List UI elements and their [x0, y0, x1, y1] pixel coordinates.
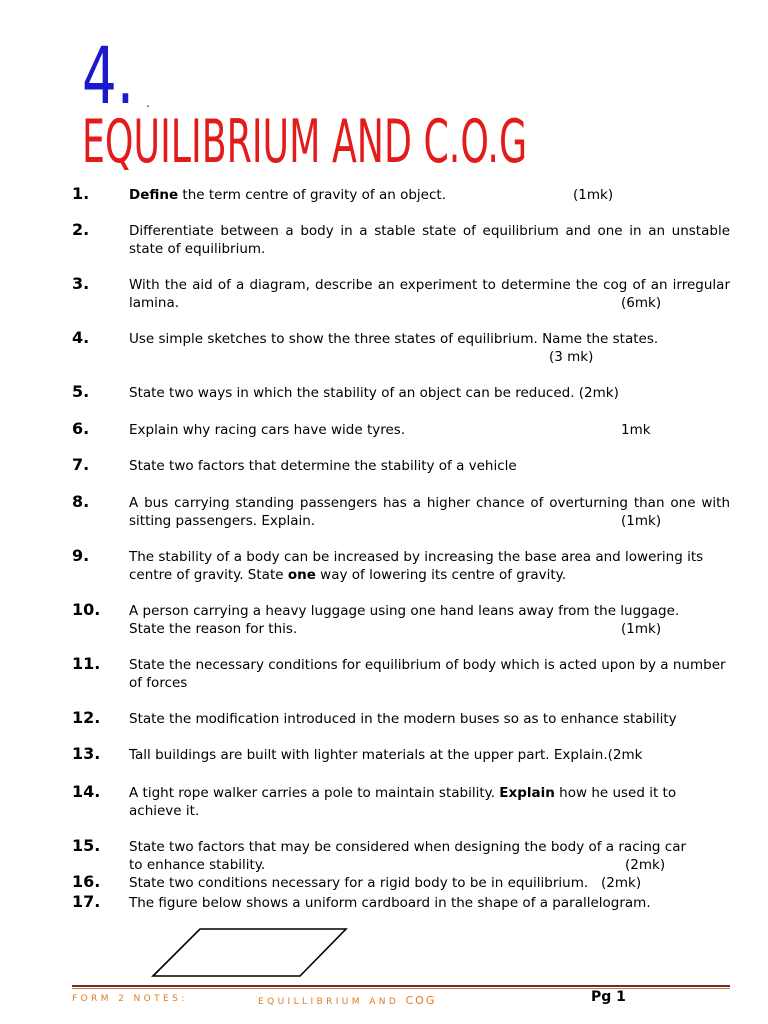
chapter-dot: . — [146, 96, 150, 110]
question-number: 9. — [72, 546, 90, 565]
marks: (3 mk) — [549, 349, 594, 365]
footer-course-label: FORM 2 NOTES: — [72, 994, 188, 1004]
question-number: 11. — [72, 654, 101, 673]
question-text: Differentiate between a body in a stable state of equilibrium and one in an unstable state of equilibrium. — [129, 223, 730, 257]
question-text — [129, 330, 689, 365]
question-number: 12. — [72, 708, 101, 727]
page-title: EQUILIBRIUM AND C.O.G — [82, 107, 528, 177]
marks: (1mk) — [621, 621, 662, 637]
question-body: the term centre of gravity of an object. — [178, 187, 446, 203]
question-body: A tight rope walker carries a pole to maintain stability. — [129, 785, 500, 801]
question-number: 3. — [72, 274, 90, 293]
question-text: State two conditions necessary for a rigid body to be in equilibrium. (2mk) — [129, 875, 642, 891]
question-number: 10. — [72, 600, 101, 619]
question-number: 13. — [72, 744, 101, 763]
question-number: 5. — [72, 382, 90, 401]
parallelogram-shape — [153, 929, 346, 976]
question-body: Use simple sketches to show the three states of equilibrium. Name the states. — [129, 331, 659, 347]
bold-term: one — [287, 567, 316, 583]
question-text: The figure below shows a uniform cardboard in the shape of a parallelogram. — [129, 895, 651, 911]
question-number: 8. — [72, 492, 90, 511]
question-body: State two factors that may be considered when designing the body of a racing car to enhance stability. — [129, 839, 687, 873]
marks: 1mk — [621, 422, 651, 438]
chapter-number: 4. — [82, 32, 135, 122]
question-body: A bus carrying standing passengers has a higher chance of overturning than one with sitting passengers. Explain. — [129, 495, 730, 529]
question-number: 17. — [72, 892, 101, 911]
question-number: 1. — [72, 184, 90, 203]
question-text: Tall buildings are built with lighter materials at the upper part. Explain.(2mk — [129, 747, 643, 763]
question-text — [129, 276, 730, 312]
question-body: A person carrying a heavy luggage using one hand leans away from the luggage. State the reason for this. — [129, 603, 680, 637]
question-body: With the aid of a diagram, describe an experiment to determine the cog of an irregular lamina. — [129, 277, 730, 311]
question-number: 15. — [72, 836, 101, 855]
question-number: 16. — [72, 872, 101, 891]
question-text: State two factors that determine the stability of a vehicle — [129, 458, 517, 474]
marks: (2mk) — [625, 857, 666, 873]
question-number: 4. — [72, 328, 90, 347]
marks: (1mk) — [621, 513, 662, 529]
bold-term: Define — [129, 187, 179, 203]
question-text — [129, 838, 699, 874]
question-text: State the modification introduced in the modern buses so as to enhance stability — [129, 711, 677, 727]
question-body-end: how he used it to achieve it. — [129, 785, 677, 819]
question-text — [129, 421, 730, 439]
question-number: 6. — [72, 419, 90, 438]
question-number: 14. — [72, 782, 101, 801]
question-text — [129, 548, 734, 584]
question-text: State the necessary conditions for equilibrium of body which is acted upon by a number of forces — [129, 657, 726, 691]
question-body: Explain why racing cars have wide tyres. — [129, 422, 406, 438]
question-body: The stability of a body can be increased by increasing the base area and lowering its centre of gravity. State — [129, 549, 704, 583]
footer-topic-cog: COG — [405, 994, 437, 1007]
question-number: 7. — [72, 455, 90, 474]
footer-topic: EQUILLIBRIUM AND — [258, 997, 400, 1007]
question-number: 2. — [72, 220, 90, 239]
question-text: State two ways in which the stability of an object can be reduced. (2mk) — [129, 385, 619, 401]
parallelogram-figure — [150, 927, 350, 979]
bold-term: Explain — [499, 785, 555, 801]
question-body-end: way of lowering its centre of gravity. — [315, 567, 567, 583]
question-text — [129, 494, 730, 530]
question-text — [129, 186, 730, 204]
marks: (6mk) — [621, 295, 662, 311]
question-text — [129, 602, 689, 638]
footer-topic-label — [258, 994, 436, 1007]
footer-rule-thin — [72, 988, 730, 989]
page-number: Pg 1 — [591, 989, 626, 1005]
marks: (1mk) — [573, 187, 614, 203]
question-text — [129, 784, 730, 820]
footer-rule — [72, 985, 730, 987]
